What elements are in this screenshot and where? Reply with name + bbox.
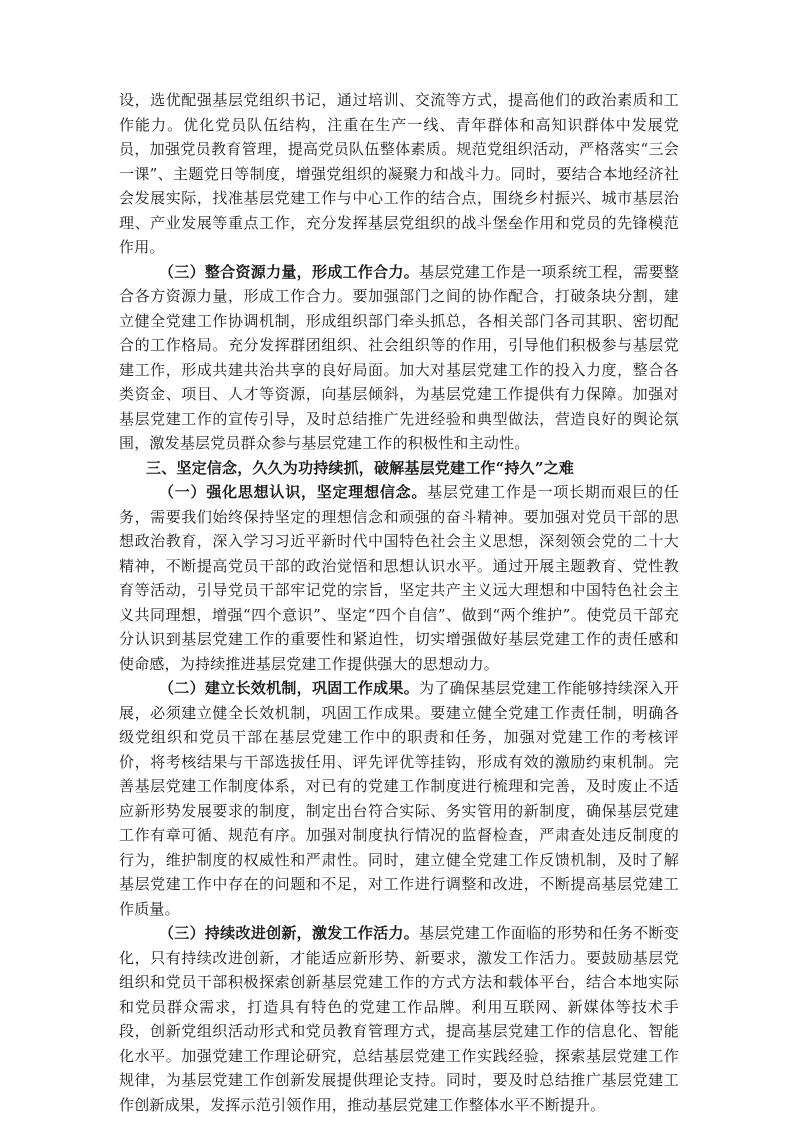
paragraph-continuation [119, 88, 679, 260]
paragraph-lead: （一）强化思想认识，坚定理想信念。 [159, 483, 428, 501]
paragraph-lead: （三）持续改进创新，激发工作活力。 [159, 924, 420, 942]
paragraph-text: 基层党建工作是一项长期而艰巨的任务，需要我们始终保持坚定的理想信念和顽强的奋斗精神。要加强对党员干部的思想政治教育，深入学习习近平新时代中国特色社会主义思想，深刻领会党的二十大精神，不断提高党员干部的政治觉悟和思想认识水平。通过开展主题教育、党性教育等活动，引导党员干部牢记党的宗旨，坚定共产主义远大理想和中国特色社会主义共同理想，增强“四个意识”、坚定“四个自信”、做到“两个维护”。使党员干部充分认识到基层党建工作的重要性和紧迫性，切实增强做好基层党建工作的责任感和使命感，为持续推进基层党建工作提供强大的思想动力。 [119, 483, 679, 673]
paragraph-strengthen-thought [119, 480, 679, 676]
section-heading-3 [119, 456, 679, 481]
paragraph-lead: （二）建立长效机制，巩固工作成果。 [159, 679, 420, 697]
paragraph-integrate-resources [119, 260, 679, 456]
section-heading-text: 三、坚定信念，久久为功持续抓，破解基层党建工作“持久”之难 [146, 458, 575, 477]
document-page [119, 88, 679, 1117]
paragraph-text: 基层党建工作面临的形势和任务不断变化，只有持续改进创新，才能适应新形势、新要求，激发工作活力。要鼓励基层党组织和党员干部积极探索创新基层党建工作的方式方法和载体平台，结合本地实际和党员群众需求，打造具有特色的党建工作品牌。利用互联网、新媒体等技术手段，创新党组织活动形式和党员教育管理方式，提高基层党建工作的信息化、智能化水平。加强党建工作理论研究，总结基层党建工作实践经验，探索基层党建工作规律，为基层党建工作创新发展提供理论支持。同时，要及时总结推广基层党建工作创新成果，发挥示范引领作用，推动基层党建工作整体水平不断提升。 [119, 924, 679, 1114]
paragraph-lead: （三）整合资源力量，形成工作合力。 [159, 262, 420, 281]
paragraph-continuous-innovation [119, 921, 679, 1117]
paragraph-long-term-mechanism [119, 676, 679, 921]
paragraph-text: 为了确保基层党建工作能够持续深入开展，必须建立健全长效机制，巩固工作成果。要建立健全党建工作责任制，明确各级党组织和党员干部在基层党建工作中的职责和任务，加强对党建工作的考核评价，将考核结果与干部选拔任用、评先评优等挂钩，形成有效的激励约束机制。完善基层党建工作制度体系，对已有的党建工作制度进行梳理和完善，及时废止不适应新形势发展要求的制度，制定出台符合实际、务实管用的新制度，确保基层党建工作有章可循、规范有序。加强对制度执行情况的监督检查，严肃查处违反制度的行为，维护制度的权威性和严肃性。同时，建立健全党建工作反馈机制，及时了解基层党建工作中存在的问题和不足，对工作进行调整和改进，不断提高基层党建工作质量。 [119, 679, 679, 918]
paragraph-text: 基层党建工作是一项系统工程，需要整合各方资源力量，形成工作合力。要加强部门之间的协作配合，打破条块分割，建立健全党建工作协调机制，形成组织部门牵头抓总，各相关部门各司其职、密切配合的工作格局。充分发挥群团组织、社会组织等的作用，引导他们积极参与基层党建工作，形成共建共治共享的良好局面。加大对基层党建工作的投入力度，整合各类资金、项目、人才等资源，向基层倾斜，为基层党建工作提供有力保障。加强对基层党建工作的宣传引导，及时总结推广先进经验和典型做法，营造良好的舆论氛围，激发基层党员群众参与基层党建工作的积极性和主动性。 [119, 262, 679, 452]
paragraph-text: 设，选优配强基层党组织书记，通过培训、交流等方式，提高他们的政治素质和工作能力。优化党员队伍结构，注重在生产一线、青年群体和高知识群体中发展党员，加强党员教育管理，提高党员队伍整体素质。规范党组织活动，严格落实“三会一课”、主题党日等制度，增强党组织的凝聚力和战斗力。同时，要结合本地经济社会发展实际，找准基层党建工作与中心工作的结合点，围绕乡村振兴、城市基层治理、产业发展等重点工作，充分发挥基层党组织的战斗堡垒作用和党员的先锋模范作用。 [119, 91, 679, 256]
